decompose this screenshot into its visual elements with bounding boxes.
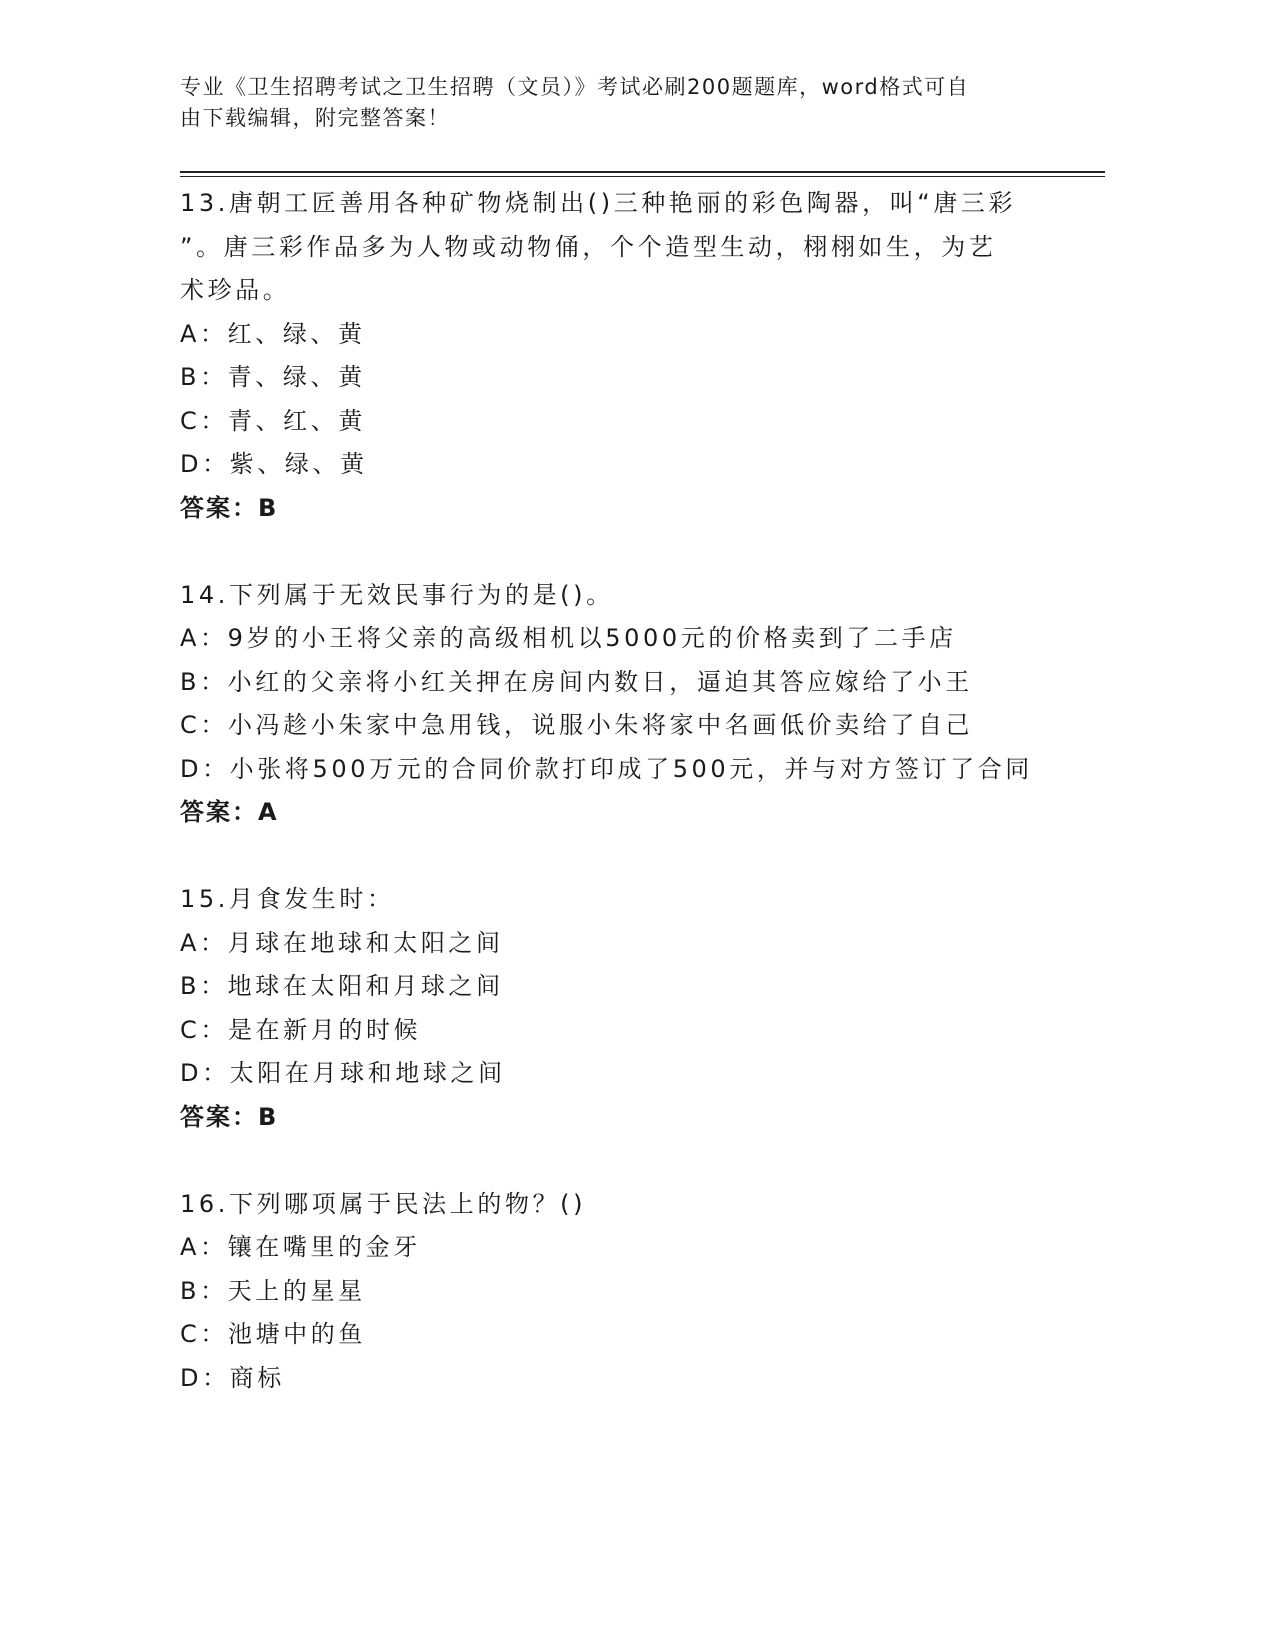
answer-option: A：镶在嘴里的金牙 <box>180 1233 421 1261</box>
header-line: 由下载编辑，附完整答案！ <box>180 106 450 130</box>
answer-key: 答案：B <box>180 1102 279 1131</box>
answer-option: B：天上的星星 <box>180 1276 366 1305</box>
divider-top <box>180 171 1105 173</box>
answer-option: D：小张将500万元的合同价款打印成了500元，并与对方签订了合同 <box>180 754 1033 783</box>
document-header <box>180 72 1040 134</box>
answer-option: A：红、绿、黄 <box>180 319 366 348</box>
answer-option: B：地球在太阳和月球之间 <box>180 972 504 1000</box>
question-text: 16.下列哪项属于民法上的物？() <box>180 1189 587 1218</box>
answer-key: 答案：B <box>180 493 279 522</box>
answer-option: A：9岁的小王将父亲的高级相机以5000元的价格卖到了二手店 <box>180 624 957 652</box>
answer-option: B：青、绿、黄 <box>180 363 366 391</box>
question-block <box>180 878 1100 1139</box>
question-block <box>180 1183 1100 1401</box>
answer-option: C：池塘中的鱼 <box>180 1320 366 1348</box>
question-text: 14.下列属于无效民事行为的是()。 <box>180 580 614 609</box>
answer-option: C：小冯趁小朱家中急用钱，说服小朱将家中名画低价卖给了自己 <box>180 711 974 739</box>
answer-option: C：是在新月的时候 <box>180 1015 422 1044</box>
question-block <box>180 182 1100 530</box>
answer-option: D：太阳在月球和地球之间 <box>180 1059 506 1087</box>
answer-option: D：商标 <box>180 1363 285 1392</box>
question-text: 术珍品。 <box>180 276 291 304</box>
header-line: 专业《卫生招聘考试之卫生招聘（文员）》考试必刷200题题库，word格式可自 <box>180 75 970 99</box>
answer-key: 答案：A <box>180 798 279 826</box>
question-text: 15.月食发生时： <box>180 885 395 913</box>
divider-bottom <box>180 176 1105 177</box>
answer-option: D：紫、绿、黄 <box>180 450 368 478</box>
answer-option: A：月球在地球和太阳之间 <box>180 928 504 957</box>
question-block <box>180 574 1100 835</box>
question-list <box>180 182 1100 1444</box>
question-text: ”。唐三彩作品多为人物或动物俑，个个造型生动，栩栩如生，为艺 <box>180 232 997 261</box>
answer-option: C：青、红、黄 <box>180 406 366 435</box>
question-text: 13.唐朝工匠善用各种矿物烧制出()三种艳丽的彩色陶器，叫“唐三彩 <box>180 189 1017 217</box>
answer-option: B：小红的父亲将小红关押在房间内数日，逼迫其答应嫁给了小王 <box>180 667 973 696</box>
